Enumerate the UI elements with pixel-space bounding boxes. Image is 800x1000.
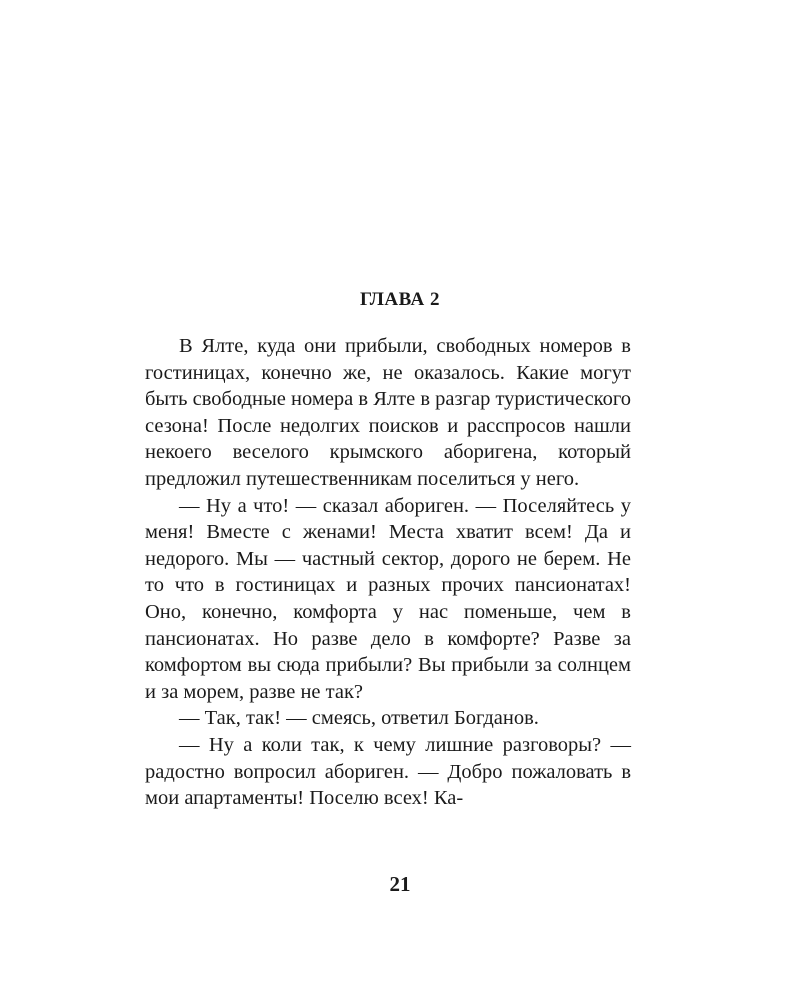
- page-number: 21: [389, 872, 411, 896]
- paragraph-4: — Ну а коли так, к чему лишние разговоры? — радостно вопросил абориген. — Добро пожаловать в мои апартаменты! Поселю всех! Ка-: [145, 733, 631, 810]
- paragraph-1: В Ялте, куда они прибыли, свободных номеров в гостиницах, конечно же, не оказалось. Какие могут быть свободные номера в Ялте в разгар туристического сезона! После недолгих поисков и расспросов нашли некоего веселого крымского аборигена, который предложил путешественникам поселиться у него.: [145, 335, 631, 490]
- body-text: [145, 333, 631, 812]
- paragraph-2: — Ну а что! — сказал абориген. — Поселяйтесь у меня! Вместе с женами! Места хватит всем! Да и недорого. Мы — частный сектор, дорого не берем. Не то что в гостиницах и разных прочих пансионатах! Оно, конечно, комфорта у нас поменьше, чем в пансионатах. Но разве дело в комфорте? Разве за комфортом вы сюда прибыли? Вы прибыли за солнцем и за морем, разве не так?: [145, 494, 631, 703]
- chapter-title: ГЛАВА 2: [359, 289, 441, 310]
- paragraph-3: — Так, так! — смеясь, ответил Богданов.: [179, 707, 539, 730]
